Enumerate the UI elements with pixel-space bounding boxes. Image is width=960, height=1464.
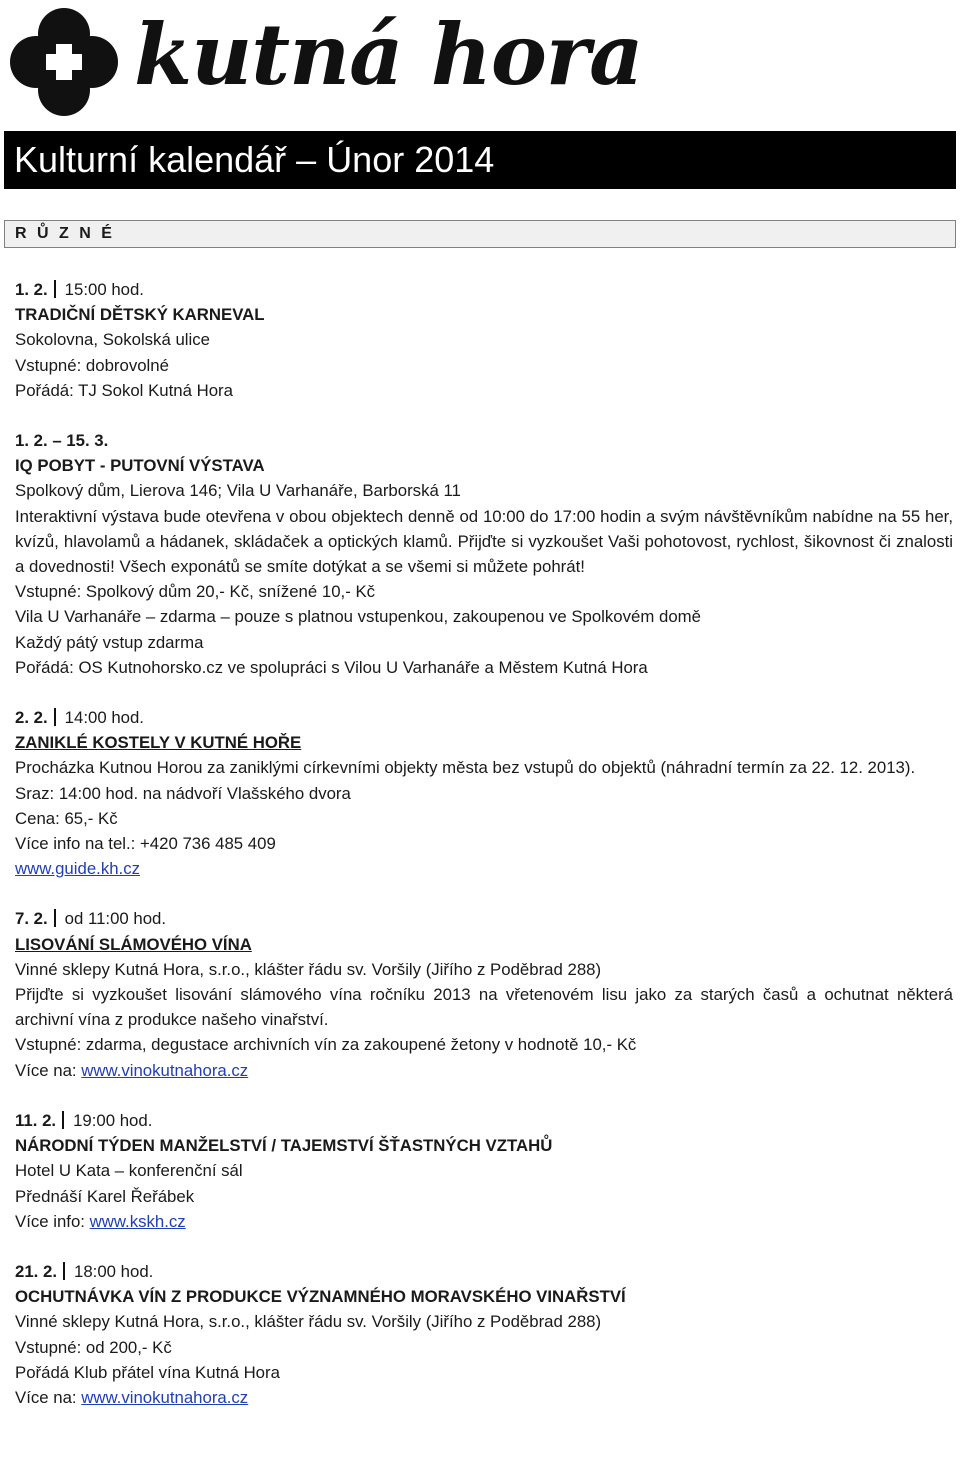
event-organizer: Pořádá: OS Kutnohorsko.cz ve spolupráci s Vilou U Varhanáře a Městem Kutná Hora xyxy=(15,657,648,677)
event-name: IQ POBYT - PUTOVNÍ VÝSTAVA xyxy=(15,456,265,476)
event-price: Cena: 65,- Kč xyxy=(15,808,118,828)
event-time: od 11:00 hod. xyxy=(64,909,167,929)
event-name: TRADIČNÍ DĚTSKÝ KARNEVAL xyxy=(15,305,265,325)
event-place: Hotel U Kata – konferenční sál xyxy=(15,1161,243,1181)
separator xyxy=(54,280,56,298)
event-date: 2. 2. xyxy=(15,708,48,728)
event-item xyxy=(15,1108,953,1234)
event-link-label: Více info: xyxy=(15,1211,90,1231)
separator xyxy=(63,1262,65,1280)
event-date: 7. 2. xyxy=(15,909,48,929)
event-time: 15:00 hod. xyxy=(64,280,144,299)
event-entry: Vstupné: Spolkový dům 20,- Kč, snížené 10,- Kč xyxy=(15,582,376,602)
event-link[interactable]: www.kskh.cz xyxy=(89,1211,186,1231)
event-date: 21. 2. xyxy=(15,1261,57,1281)
event-time: 18:00 hod. xyxy=(74,1261,154,1281)
event-date: 1. 2. xyxy=(15,280,48,299)
event-note: Vila U Varhanáře – zdarma – pouze s platnou vstupenkou, zakoupenou ve Spolkovém domě xyxy=(15,607,701,627)
event-entry: Vstupné: dobrovolné xyxy=(15,355,169,375)
event-time: 19:00 hod. xyxy=(73,1110,153,1130)
event-item xyxy=(15,277,953,403)
page-title: Kulturní kalendář – Únor 2014 xyxy=(4,131,956,189)
event-organizer: Pořádá: TJ Sokol Kutná Hora xyxy=(15,380,233,400)
event-item xyxy=(15,428,953,680)
event-meeting: Sraz: 14:00 hod. na nádvoří Vlašského dvora xyxy=(15,783,351,803)
event-date: 1. 2. – 15. 3. xyxy=(15,431,109,451)
separator xyxy=(54,708,56,726)
event-entry: Vstupné: zdarma, degustace archivních vín za zakoupené žetony v hodnotě 10,- Kč xyxy=(15,1035,637,1055)
event-place: Spolkový dům, Lierova 146; Vila U Varhanáře, Barborská 11 xyxy=(15,481,461,501)
event-description: Interaktivní výstava bude otevřena v obou objektech denně od 10:00 do 17:00 hodin a svým návštěvníkům nabídne na 55 her, kvízů, hlavolamů a hádanek, skládaček a optických klamů. Přijďte si vyzkoušet Vaši pohotovost, rychlost, šikovnost či znalosti a dovednosti! Všech exponátů se smíte dotýkat a se všemi si můžete pohrát! xyxy=(15,506,953,577)
event-contact: Více info na tel.: +420 736 485 409 xyxy=(15,834,276,854)
event-place: Vinné sklepy Kutná Hora, s.r.o., klášter řádu sv. Voršily (Jiřího z Poděbrad 288) xyxy=(15,1312,602,1332)
event-note: Každý pátý vstup zdarma xyxy=(15,632,204,652)
logo-cross-icon xyxy=(10,8,118,116)
event-organizer: Pořádá Klub přátel vína Kutná Hora xyxy=(15,1362,280,1382)
event-link[interactable]: www.vinokutnahora.cz xyxy=(81,1060,249,1080)
separator xyxy=(54,909,56,927)
event-link-label: Více na: xyxy=(15,1060,82,1080)
event-entry: Vstupné: od 200,- Kč xyxy=(15,1337,172,1357)
event-name: NÁRODNÍ TÝDEN MANŽELSTVÍ / TAJEMSTVÍ ŠŤASTNÝCH VZTAHŮ xyxy=(15,1136,553,1156)
event-link[interactable]: www.vinokutnahora.cz xyxy=(81,1387,249,1407)
event-place: Sokolovna, Sokolská ulice xyxy=(15,330,210,350)
event-place: Vinné sklepy Kutná Hora, s.r.o., klášter řádu sv. Voršily (Jiřího z Poděbrad 288) xyxy=(15,959,602,979)
event-description: Procházka Kutnou Horou za zaniklými církevními objekty města bez vstupů do objektů (náhradní termín za 22. 12. 2013). xyxy=(15,758,916,778)
event-time: 14:00 hod. xyxy=(64,708,144,728)
event-link-label: Více na: xyxy=(15,1387,82,1407)
event-list xyxy=(15,277,953,1435)
event-speaker: Přednáší Karel Řeřábek xyxy=(15,1186,195,1206)
event-name: OCHUTNÁVKA VÍN Z PRODUKCE VÝZNAMNÉHO MORAVSKÉHO VINAŘSTVÍ xyxy=(15,1287,626,1307)
event-name: ZANIKLÉ KOSTELY V KUTNÉ HOŘE xyxy=(15,733,302,753)
event-name: LISOVÁNÍ SLÁMOVÉHO VÍNA xyxy=(15,934,252,954)
event-item xyxy=(15,906,953,1082)
section-heading: R Ů Z N É xyxy=(4,220,956,248)
event-link[interactable]: www.guide.kh.cz xyxy=(15,859,140,879)
separator xyxy=(62,1111,64,1129)
logo xyxy=(10,4,643,120)
event-item xyxy=(15,1259,953,1410)
event-date: 11. 2. xyxy=(15,1110,57,1130)
logo-wordmark: kutná hora xyxy=(134,5,643,104)
event-description: Přijďte si vyzkoušet lisování slámového vína ročníku 2013 na vřetenovém lisu jako za starých časů a ochutnat některá archivní vína z produkce našeho vinařství. xyxy=(15,985,953,1030)
event-item xyxy=(15,705,953,881)
